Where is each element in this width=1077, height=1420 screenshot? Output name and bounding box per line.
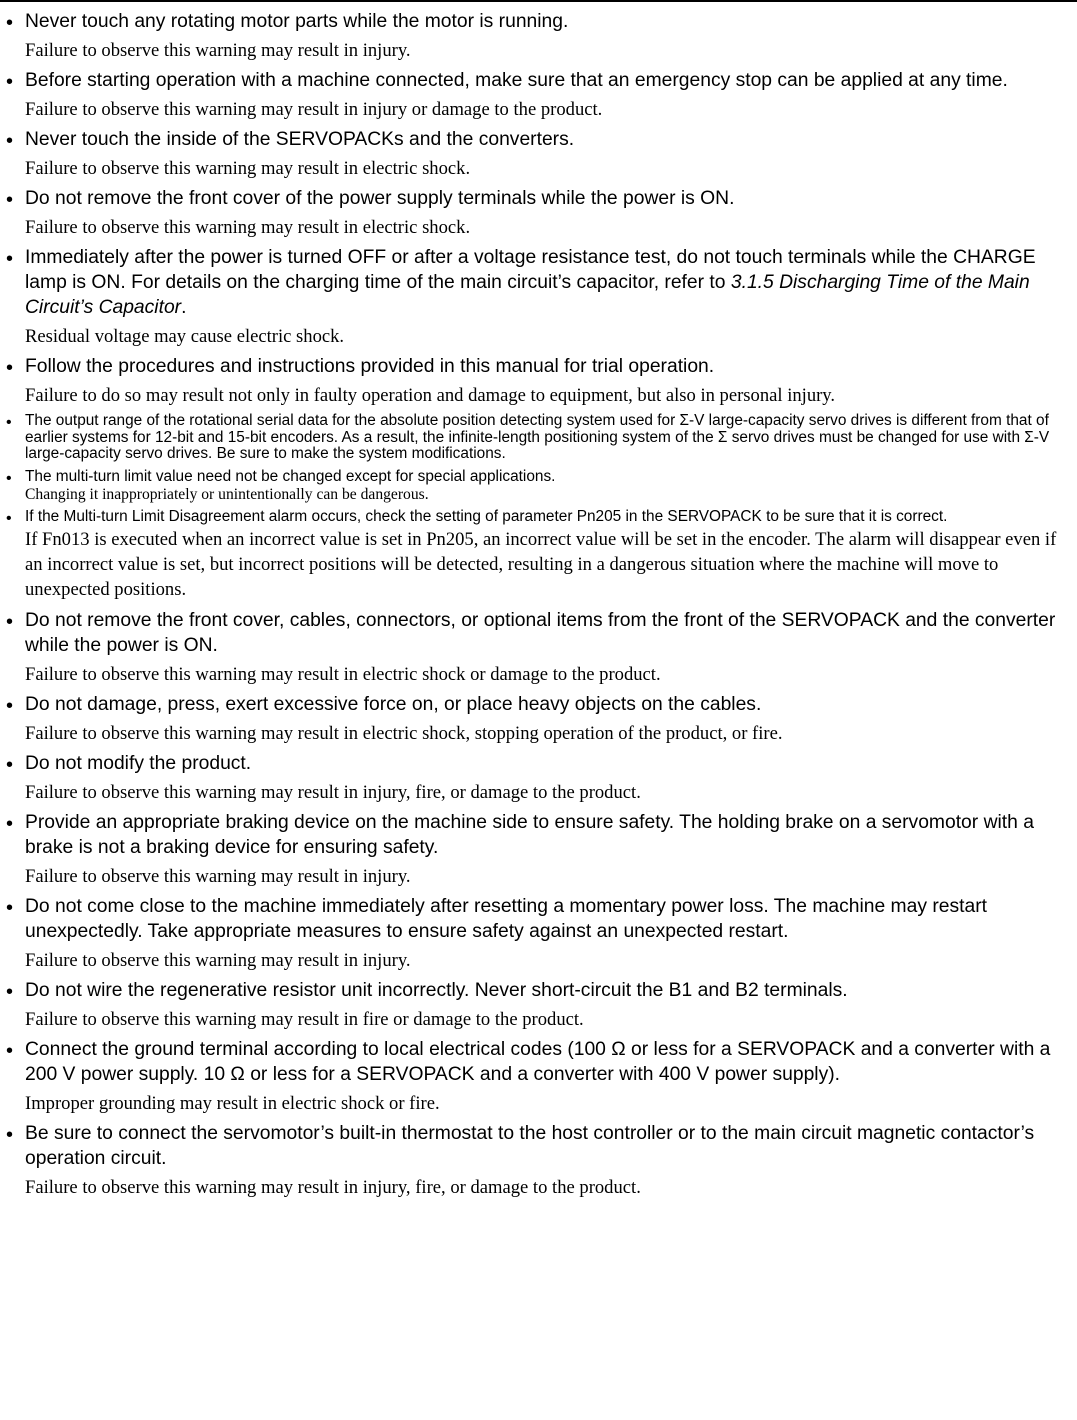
list-item <box>2 186 1074 240</box>
bullet-icon: • <box>6 694 14 717</box>
bullet-icon: • <box>6 753 14 776</box>
list-item <box>2 1037 1074 1116</box>
bullet-icon: • <box>6 812 14 835</box>
warning-text: If the Multi-turn Limit Disagreement alarm occurs, check the setting of parameter Pn205 in the SERVOPACK to be sure that it is correct. <box>25 508 948 526</box>
list-item <box>2 9 1074 63</box>
warning-text-start: Immediately after the power is turned OFF or after a voltage resistance test, do not touch terminals while the CHARGE lamp is ON. For details on the charging time of the main circuit’s capacitor, refer to <box>25 247 1036 293</box>
warning-consequence: Failure to observe this warning may result in injury or damage to the product. <box>25 99 603 120</box>
warning-text: Do not remove the front cover, cables, connectors, or optional items from the front of the SERVOPACK and the converter while the power is ON. <box>25 609 1056 656</box>
warning-text-end: . <box>181 297 187 318</box>
warning-text: Do not damage, press, exert excessive force on, or place heavy objects on the cables. <box>25 693 762 715</box>
warning-consequence: Failure to observe this warning may result in injury, fire, or damage to the product. <box>25 1176 641 1198</box>
warning-consequence: Failure to observe this warning may result in electric shock, stopping operation of the product, or fire. <box>25 722 783 744</box>
warning-text: The output range of the rotational serial data for the absolute position detecting system used for Σ-V large-capacity servo drives is different from that of earlier systems for 12-bit and 15-bit encoders. As a result, the infinite-length positioning system of the Σ servo drives must be changed for use with Σ-V large-capacity servo drives. Be sure to make the system modifications. <box>25 412 1050 463</box>
bullet-icon: • <box>6 469 12 487</box>
warning-text: The multi-turn limit value need not be changed except for special applications. <box>25 467 556 485</box>
bullet-icon: • <box>6 248 14 270</box>
list-item <box>2 245 1074 349</box>
warning-text: Do not come close to the machine immediately after resetting a momentary power loss. The machine may restart unexpectedly. Take appropriate measures to ensure safety against an unexpected restart. <box>25 895 987 942</box>
warning-text: Before starting operation with a machine connected, make sure that an emergency stop can be applied at any time. <box>25 70 1008 91</box>
warning-text <box>25 245 1074 320</box>
bullet-icon: • <box>6 71 14 93</box>
top-rule <box>0 0 1077 2</box>
warning-text: Do not remove the front cover of the power supply terminals while the power is ON. <box>25 188 735 209</box>
list-item <box>2 894 1074 973</box>
warning-text: Provide an appropriate braking device on the machine side to ensure safety. The holding brake on a servomotor with a brake is not a braking device for ensuring safety. <box>25 811 1034 858</box>
list-item <box>2 509 1074 602</box>
warning-consequence: If Fn013 is executed when an incorrect value is set in Pn205, an incorrect value will be set in the encoder. The alarm will disappear even if an incorrect value is set, but incorrect positions will be detected, resulting in a dangerous situation where the machine will move to unexpected positions. <box>25 528 1057 600</box>
list-item <box>2 354 1074 408</box>
warning-text: Do not modify the product. <box>25 752 252 774</box>
bullet-icon: • <box>6 130 14 152</box>
warning-text: Never touch any rotating motor parts while the motor is running. <box>25 11 569 32</box>
bullet-icon: • <box>6 12 14 34</box>
warning-consequence: Failure to observe this warning may result in injury. <box>25 40 411 61</box>
warning-consequence: Failure to observe this warning may result in electric shock or damage to the product. <box>25 663 661 685</box>
warning-text: Never touch the inside of the SERVOPACKs and the converters. <box>25 129 575 150</box>
bullet-icon: • <box>6 980 14 1003</box>
list-item <box>2 413 1074 463</box>
bullet-icon: • <box>6 357 14 379</box>
list-item <box>2 692 1074 746</box>
list-item <box>2 608 1074 687</box>
bullet-icon: • <box>6 510 12 528</box>
warning-consequence: Failure to observe this warning may result in injury. <box>25 949 411 971</box>
warning-consequence: Failure to observe this warning may result in electric shock. <box>25 158 471 179</box>
bullet-icon: • <box>6 414 12 431</box>
list-item <box>2 469 1074 504</box>
warning-consequence: Improper grounding may result in electric shock or fire. <box>25 1092 440 1114</box>
warning-text: Do not wire the regenerative resistor unit incorrectly. Never short-circuit the B1 and B2 terminals. <box>25 979 848 1001</box>
list-item <box>2 810 1074 889</box>
warning-text: Follow the procedures and instructions provided in this manual for trial operation. <box>25 356 715 377</box>
bullet-icon: • <box>6 189 14 211</box>
warning-text: Be sure to connect the servomotor’s built-in thermostat to the host controller or to the main circuit magnetic contactor’s operation circuit. <box>25 1122 1035 1169</box>
bullet-icon: • <box>6 1039 14 1062</box>
warning-consequence: Failure to observe this warning may result in electric shock. <box>25 217 471 238</box>
warning-list <box>2 9 1074 1205</box>
warning-text: Connect the ground terminal according to local electrical codes (100 Ω or less for a SERVOPACK and a converter with a 200 V power supply. 10 Ω or less for a SERVOPACK and a converter with 400 V power supply). <box>25 1038 1051 1085</box>
bullet-icon: • <box>6 896 14 919</box>
warning-consequence: Failure to observe this warning may result in injury. <box>25 865 411 887</box>
warning-consequence: Failure to observe this warning may result in fire or damage to the product. <box>25 1008 584 1030</box>
warning-consequence: Residual voltage may cause electric shock. <box>25 326 345 347</box>
warning-consequence: Failure to do so may result not only in faulty operation and damage to equipment, but also in personal injury. <box>25 385 836 406</box>
list-item <box>2 68 1074 122</box>
bullet-icon: • <box>6 1123 14 1146</box>
section-reference-link[interactable]: 3.1.5 Discharging Time of the Main Circuit’s Capacitor <box>25 272 1030 318</box>
list-item <box>2 978 1074 1032</box>
bullet-icon: • <box>6 610 14 633</box>
list-item <box>2 127 1074 181</box>
warning-consequence: Changing it inappropriately or unintentionally can be dangerous. <box>25 486 429 504</box>
warning-consequence: Failure to observe this warning may result in injury, fire, or damage to the product. <box>25 781 641 803</box>
list-item <box>2 1121 1074 1200</box>
list-item <box>2 751 1074 805</box>
